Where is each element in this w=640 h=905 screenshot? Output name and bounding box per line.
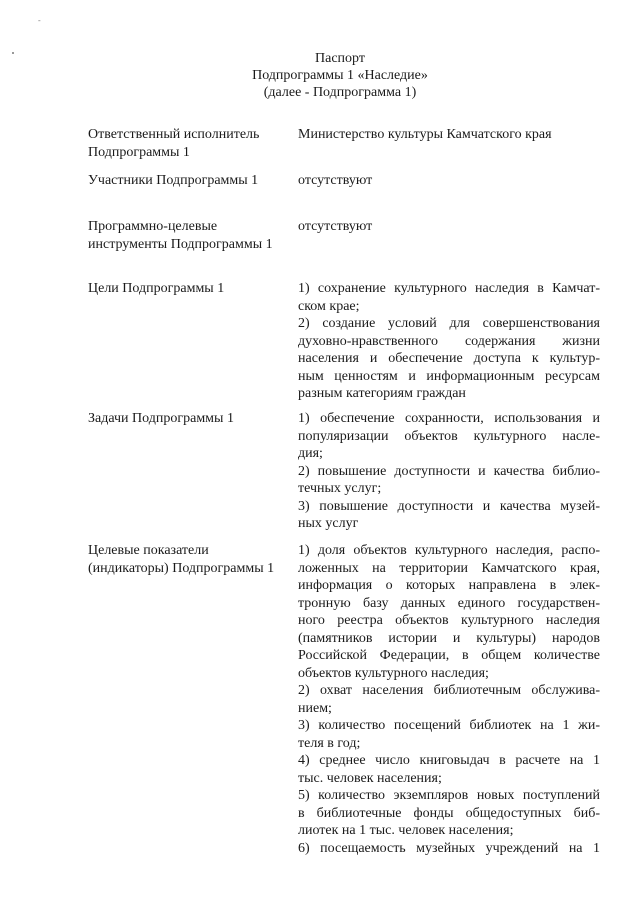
header-title: Паспорт [315, 51, 365, 66]
header-note: (далее - Подпрограмма 1) [263, 85, 417, 100]
label-line: Цели Подпрограммы 1 [88, 281, 225, 296]
label-line: Участники Подпрограммы 1 [88, 173, 259, 188]
value-line: информация о которых направлена в элек- [298, 578, 600, 593]
value-line: отсутствуют [298, 219, 373, 234]
value-line: 3) повышение доступности и качества музей- [298, 498, 600, 514]
value-line: 1) сохранение культурного наследия в Камчат- [298, 281, 600, 296]
value-line: тыс. человек населения; [298, 770, 442, 786]
value-line: теля в год; [298, 735, 361, 751]
row-value [298, 172, 600, 190]
value-line: ного реестра объектов культурного наследия [298, 613, 600, 628]
row-label [88, 280, 288, 298]
value-line: 2) создание условий для совершенствования [298, 316, 600, 331]
value-line: ным ценностям и информационным ресурсам [298, 368, 600, 384]
value-line: 2) охват населения библиотечным обслужива- [298, 683, 600, 698]
value-line: ском крае; [298, 298, 360, 314]
value-line: 6) посещаемость музейных учреждений на 1 [298, 840, 600, 856]
row-label [88, 126, 288, 161]
label-line: Целевые показатели [88, 543, 209, 558]
label-line: Ответственный исполнитель [88, 127, 260, 142]
label-line: Подпрограммы 1 [172, 560, 275, 576]
label-line: инструменты Подпрограммы 1 [88, 236, 273, 252]
value-line: объектов культурного наследия; [298, 665, 489, 681]
value-line: в библиотечные фонды общедоступных биб- [298, 805, 600, 821]
label-line: Задачи Подпрограммы 1 [88, 411, 234, 426]
value-line: 4) среднее число книговыдач в расчете на 1 [298, 753, 600, 768]
value-line: ных услуг [298, 516, 359, 531]
value-line: Российской Федерации, в общем количестве [298, 648, 600, 663]
row-value [298, 126, 600, 144]
value-line: Министерство культуры Камчатского края [298, 127, 552, 142]
label-line: Программно-целевые [88, 219, 218, 234]
value-line: тронную базу данных единого государствен- [298, 595, 600, 611]
value-line: населения и обеспечение доступа к культур- [298, 351, 600, 366]
value-line: 2) повышение доступности и качества библио- [298, 463, 600, 479]
margin-mark: - [38, 16, 41, 25]
row-label [88, 542, 288, 577]
row-label [88, 410, 288, 428]
value-line: популяризации объектов культурного насле- [298, 428, 600, 444]
value-line: лиотек на 1 тыс. человек населения; [298, 823, 514, 838]
header-subtitle: Подпрограммы 1 «Наследие» [252, 68, 428, 83]
row-label [88, 172, 288, 190]
label-line: Подпрограммы 1 [88, 144, 190, 160]
value-line: духовно-нравственного содержания жизни [298, 333, 600, 349]
value-line: нием; [298, 700, 332, 716]
label-line: (индикаторы) [88, 560, 169, 576]
row-value [298, 542, 600, 857]
value-line: (памятников истории и культуры) народов [298, 630, 600, 646]
row-value [298, 410, 600, 533]
value-line: отсутствуют [298, 173, 373, 188]
row-value [298, 218, 600, 236]
value-line: 1) обеспечение сохранности, использования и [298, 411, 600, 426]
document-header [0, 50, 640, 101]
value-line: 3) количество посещений библиотек на 1 жи- [298, 718, 600, 733]
row-label [88, 218, 288, 253]
value-line: дия; [298, 446, 323, 461]
value-line: 1) доля объектов культурного наследия, распо- [298, 543, 600, 558]
value-line: течных услуг; [298, 481, 382, 496]
value-line: 5) количество экземпляров новых поступлений [298, 788, 600, 803]
row-value [298, 280, 600, 403]
value-line: ложенных на территории Камчатского края, [298, 560, 600, 576]
value-line: разным категориям граждан [298, 386, 466, 401]
